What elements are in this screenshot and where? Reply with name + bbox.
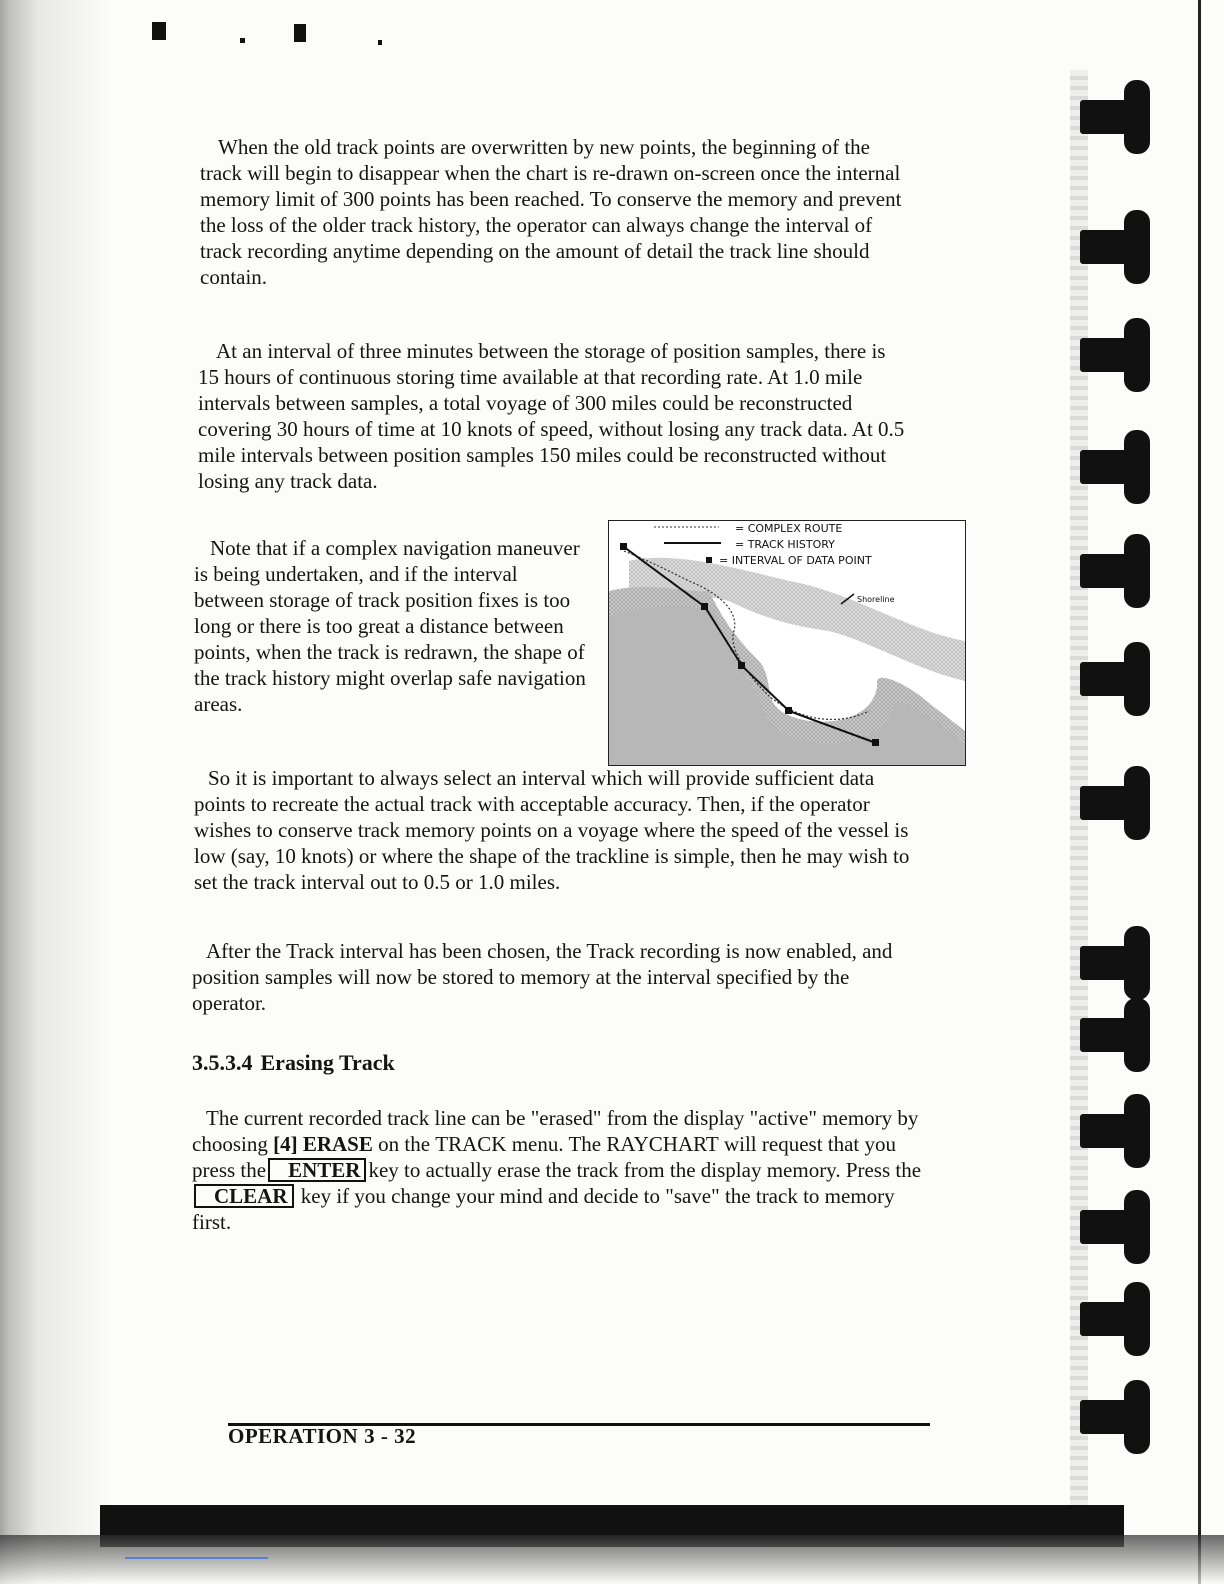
- product-name: RAYCHART: [606, 1132, 719, 1156]
- footer-section: OPERATION: [228, 1424, 359, 1448]
- data-point: [738, 662, 745, 669]
- track-history-figure: [608, 520, 966, 766]
- erase-text: The current recorded track line can be "erased" from the display "active" memory by choosing: [192, 1106, 919, 1156]
- data-point: [872, 739, 879, 746]
- scan-mark: [240, 38, 245, 43]
- scan-mark: [152, 22, 166, 40]
- paragraph-recording-enabled: After the Track interval has been chosen, the Track recording is now enabled, and position samples will now be stored to memory at the interval specified by the operator.: [192, 939, 893, 1015]
- data-point: [701, 603, 708, 610]
- erase-text: will request that you press the: [192, 1132, 897, 1182]
- scan-shadow-fade: [0, 1535, 1224, 1584]
- page-edge-right: [1198, 0, 1201, 1584]
- data-point: [620, 543, 627, 550]
- spiral-binding: [1070, 70, 1188, 1510]
- section-title: Erasing Track: [260, 1050, 395, 1075]
- menu-name-track: TRACK: [435, 1132, 507, 1156]
- data-point: [785, 707, 792, 714]
- paragraph-overwritten-points: When the old track points are overwritten by new points, the beginning of the track will begin to disappear when the chart is re-drawn on-screen once the internal memory limit of 300 points has been reached. To conserve the memory and prevent the loss of the older track history, the operator can always change the interval of track recording anytime depending on the amount of detail the track line should contain.: [200, 135, 902, 289]
- legend-point-swatch: [706, 557, 712, 563]
- paragraph-erasing-track: [192, 1105, 922, 1235]
- enter-key: ENTER: [268, 1158, 366, 1182]
- legend-track: = TRACK HISTORY: [735, 538, 835, 551]
- scan-mark: [294, 24, 306, 42]
- legend-point: = INTERVAL OF DATA POINT: [719, 554, 872, 567]
- section-number: 3.5.3.4: [192, 1050, 253, 1075]
- paragraph-interval-capacity: At an interval of three minutes between the storage of position samples, there is 15 hours of continuous storing time available at that recording rate. At 1.0 mile intervals between samples, a total voyage of 300 miles could be reconstructed covering 30 hours of time at 10 knots of speed, without losing any track data. At 0.5 mile intervals between position samples 150 miles could be reconstructed without losing any track data.: [198, 339, 905, 493]
- menu-item-erase: ERASE: [302, 1132, 373, 1156]
- shoreline-label: Shoreline: [857, 595, 895, 604]
- erase-text: key to actually erase the track from the display memory. Press the: [368, 1158, 922, 1182]
- scan-shadow-left: [0, 0, 110, 1584]
- link-underline: [125, 1557, 268, 1559]
- scan-mark: [378, 40, 382, 45]
- erase-text: on the: [378, 1132, 431, 1156]
- paragraph-complex-maneuver: Note that if a complex navigation maneuver is being undertaken, and if the interval between storage of track position fixes is too long or there is too great a distance between points, when the track is redrawn, the shape of the track history might overlap safe navigation areas.: [194, 536, 586, 716]
- footer-page-number: 3 - 32: [364, 1424, 417, 1448]
- clear-key: CLEAR: [194, 1184, 294, 1208]
- page-footer: [228, 1424, 422, 1449]
- erase-text: key if you change your mind and decide to "save" the track to memory first.: [192, 1184, 895, 1234]
- paragraph-select-interval: So it is important to always select an interval which will provide sufficient data points to recreate the actual track with acceptable accuracy. Then, if the operator wishes to conserve track memory points on a voyage where the speed of the vessel is low (say, 10 knots) or where the shape of the trackline is simple, then he may wish to set the track interval out to 0.5 or 1.0 miles.: [194, 766, 910, 894]
- section-heading: [192, 1050, 403, 1076]
- legend-route: = COMPLEX ROUTE: [735, 522, 843, 535]
- erase-text: menu. The: [511, 1132, 602, 1156]
- menu-key: [4]: [273, 1132, 298, 1156]
- track-diagram: [609, 521, 965, 765]
